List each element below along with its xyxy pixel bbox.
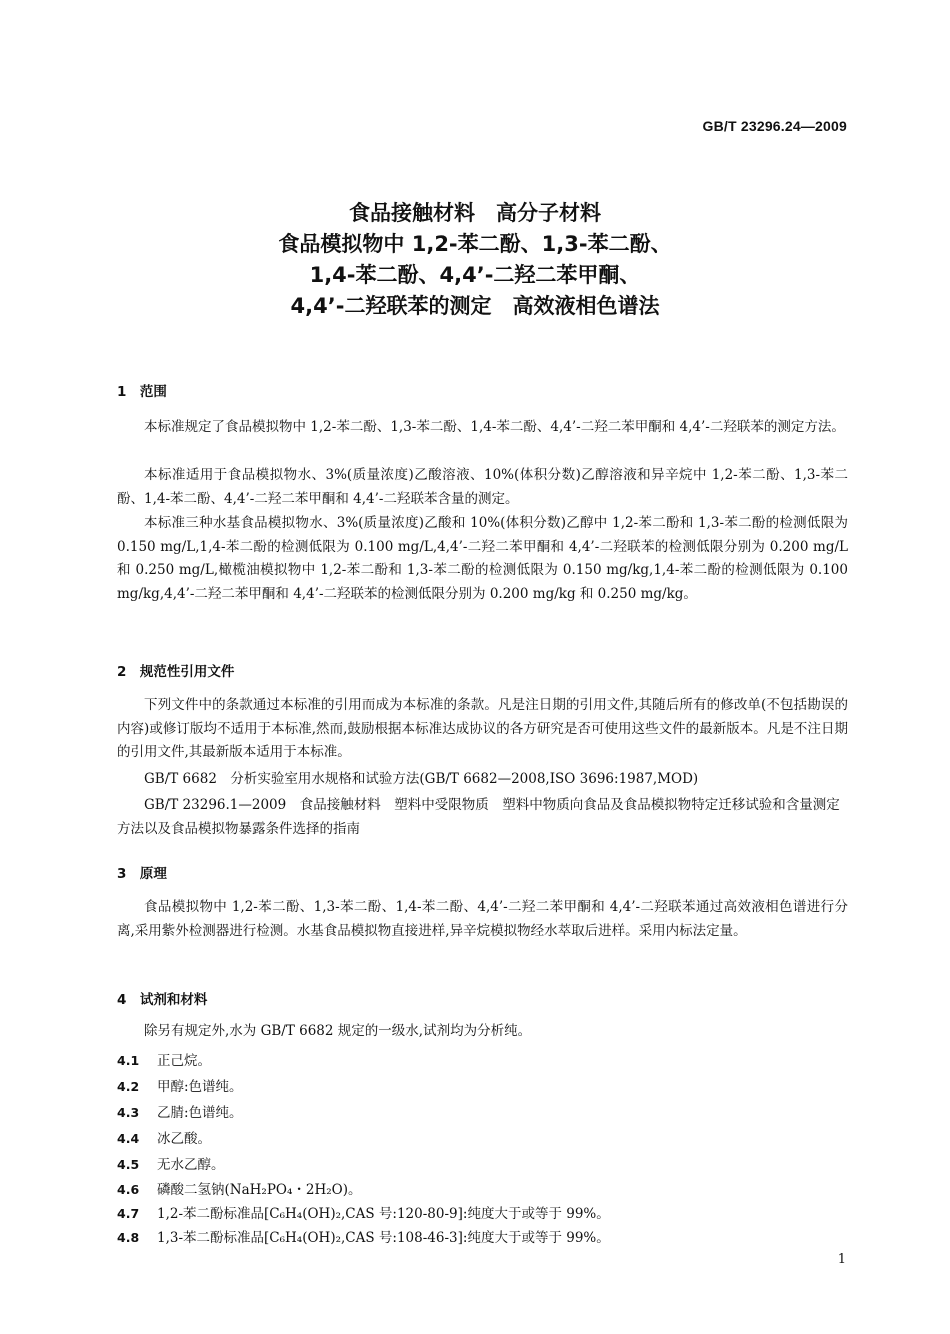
section-1-heading: 1 范围 bbox=[117, 384, 167, 400]
item-text: 冰乙酸。 bbox=[157, 1131, 211, 1147]
item-number: 4.3 bbox=[117, 1105, 140, 1120]
section-4-intro: 除另有规定外,水为 GB/T 6682 规定的一级水,试剂均为分析纯。 bbox=[144, 1023, 532, 1039]
section-1-paragraph-1: 本标准规定了食品模拟物中 1,2-苯二酚、1,3-苯二酚、1,4-苯二酚、4,4’-二羟二苯甲酮和 4,4’-二羟联苯的测定方法。 bbox=[144, 419, 845, 435]
title-line: 食品模拟物中 1,2-苯二酚、1,3-苯二酚、 bbox=[278, 232, 672, 256]
list-item bbox=[117, 1226, 610, 1246]
section-3-paragraph: 食品模拟物中 1,2-苯二酚、1,3-苯二酚、1,4-苯二酚、4,4’-二羟二苯甲酮和 4,4’-二羟联苯通过高效液相色谱进行分离,采用紫外检测器进行检测。水基食品模拟物直接进样,异辛烷模拟物经水萃取后进样。采用内标法定量。 bbox=[117, 899, 848, 939]
item-text: 无水乙醇。 bbox=[157, 1157, 225, 1173]
list-item bbox=[117, 1101, 243, 1121]
item-number: 4.1 bbox=[117, 1053, 140, 1068]
page-number: 1 bbox=[837, 1252, 846, 1267]
item-text: 1,3-苯二酚标准品[C₆H₄(OH)₂,CAS 号:108-46-3]:纯度大于或等于 99%。 bbox=[157, 1230, 610, 1246]
list-item bbox=[117, 1049, 211, 1069]
list-item bbox=[117, 1178, 361, 1198]
reference-1: GB/T 6682 分析实验室用水规格和试验方法(GB/T 6682—2008,ISO 3696:1987,MOD) bbox=[144, 771, 699, 787]
section-1-paragraph-2: 本标准适用于食品模拟物水、3%(质量浓度)乙酸溶液、10%(体积分数)乙醇溶液和异辛烷中 1,2-苯二酚、1,3-苯二酚、1,4-苯二酚、4,4’-二羟二苯甲酮和 4,4’-二羟联苯含量的测定。 bbox=[117, 467, 848, 507]
item-number: 4.2 bbox=[117, 1079, 140, 1094]
section-1-paragraph-3: 本标准三种水基食品模拟物水、3%(质量浓度)乙酸和 10%(体积分数)乙醇中 1,2-苯二酚和 1,3-苯二酚的检测低限为 0.150 mg/L,1,4-苯二酚的检测低限为 0.100 mg/L,4,4’-二羟二苯甲酮和 4,4’-二羟联苯的检测低限分别为 0.200 mg/L 和 0.250 mg/L,橄榄油模拟物中 1,2-苯二酚和 1,3-苯二酚的检测低限为 0.150 mg/kg,1,4-苯二酚的检测低限为 0.100 mg/kg,4,4’-二羟二苯甲酮和 4,4’-二羟联苯的检测低限分别为 0.200 mg/kg 和 0.250 mg/kg。 bbox=[117, 515, 848, 602]
reference-2: GB/T 23296.1—2009 食品接触材料 塑料中受限物质 塑料中物质向食品及食品模拟物特定迁移试验和含量测定方法以及食品模拟物暴露条件选择的指南 bbox=[117, 797, 840, 837]
item-text: 乙腈:色谱纯。 bbox=[157, 1105, 243, 1121]
list-item bbox=[117, 1153, 225, 1173]
item-text: 甲醇:色谱纯。 bbox=[157, 1079, 243, 1095]
item-number: 4.4 bbox=[117, 1131, 140, 1146]
section-3-heading: 3 原理 bbox=[117, 866, 167, 882]
item-text: 磷酸二氢钠(NaH₂PO₄・2H₂O)。 bbox=[157, 1182, 362, 1198]
item-number: 4.8 bbox=[117, 1230, 140, 1245]
section-4-heading: 4 试剂和材料 bbox=[117, 992, 208, 1008]
title-line: 食品接触材料 高分子材料 bbox=[349, 201, 601, 225]
section-2-heading: 2 规范性引用文件 bbox=[117, 664, 235, 680]
document-title bbox=[0, 198, 950, 322]
standard-number: GB/T 23296.24—2009 bbox=[702, 118, 847, 134]
title-line: 4,4’-二羟联苯的测定 高效液相色谱法 bbox=[290, 294, 660, 318]
list-item bbox=[117, 1075, 243, 1095]
item-text: 正己烷。 bbox=[157, 1053, 211, 1069]
item-number: 4.5 bbox=[117, 1157, 140, 1172]
item-text: 1,2-苯二酚标准品[C₆H₄(OH)₂,CAS 号:120-80-9]:纯度大于或等于 99%。 bbox=[157, 1206, 610, 1222]
title-line: 1,4-苯二酚、4,4’-二羟二苯甲酮、 bbox=[309, 263, 641, 287]
section-2-paragraph: 下列文件中的条款通过本标准的引用而成为本标准的条款。凡是注日期的引用文件,其随后所有的修改单(不包括勘误的内容)或修订版均不适用于本标准,然而,鼓励根据本标准达成协议的各方研究是否可使用这些文件的最新版本。凡是不注日期的引用文件,其最新版本适用于本标准。 bbox=[117, 697, 848, 761]
item-number: 4.7 bbox=[117, 1206, 140, 1221]
item-number: 4.6 bbox=[117, 1182, 140, 1197]
list-item bbox=[117, 1127, 211, 1147]
list-item bbox=[117, 1202, 610, 1222]
